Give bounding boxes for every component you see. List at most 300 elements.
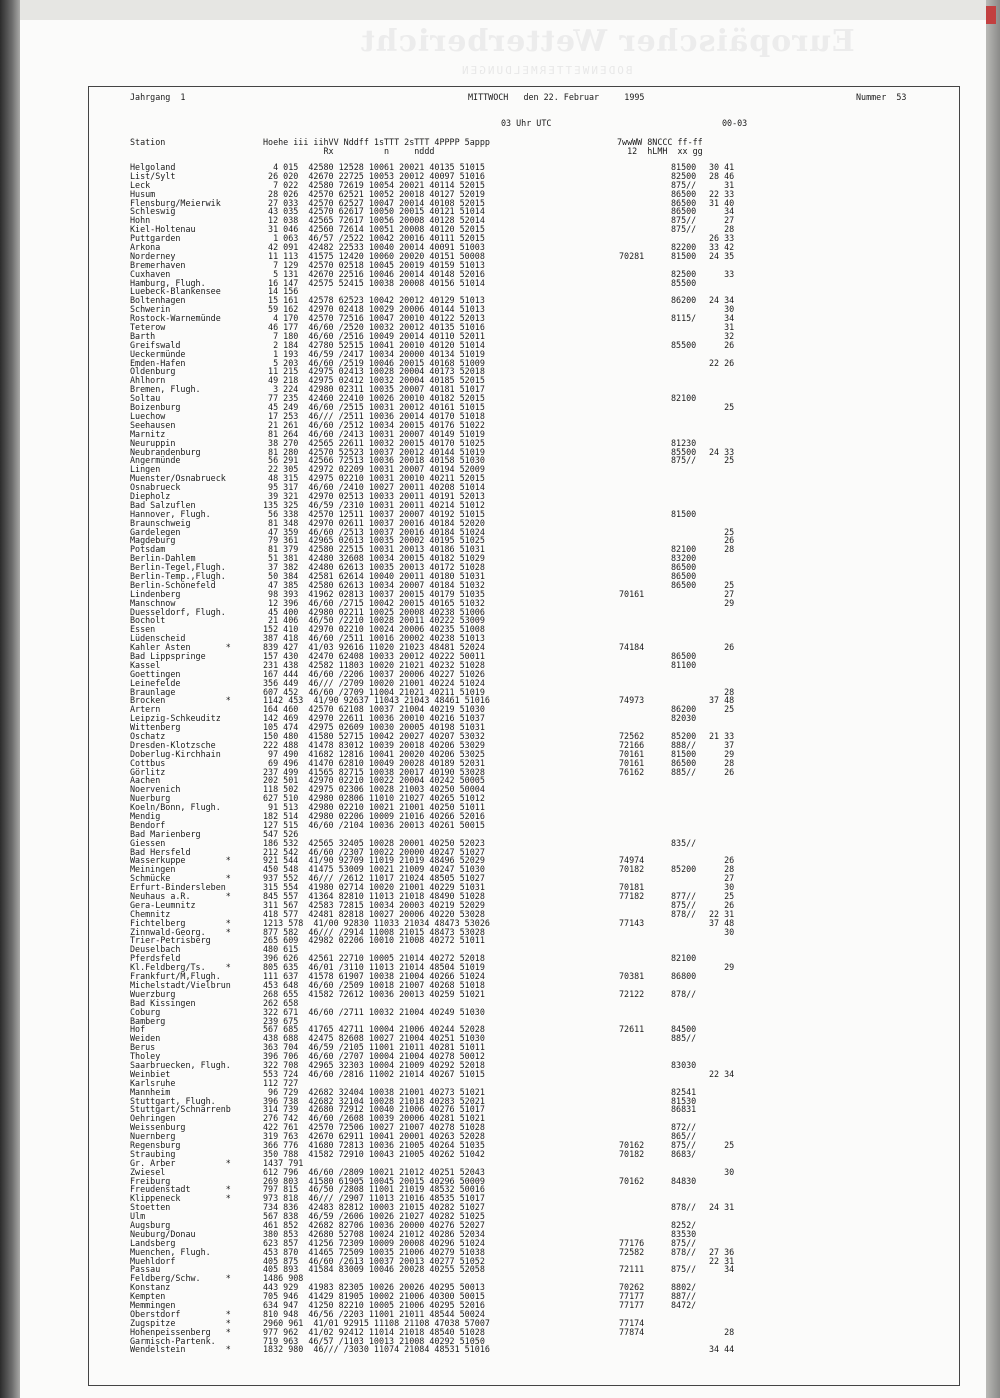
synop-groups: 12 038 42565 72617 10056 20008 40128 52014: [263, 215, 485, 226]
synop-groups: 921 544 41/90 92709 11019 21019 48496 52029: [263, 855, 485, 866]
wind-gust-group: 25: [709, 579, 735, 590]
table-row: [130, 1097, 950, 1106]
present-weather-group: 70162: [619, 1139, 645, 1150]
synop-groups: 480 615: [263, 944, 299, 955]
table-row: [130, 519, 950, 528]
table-row: [130, 1159, 950, 1168]
synop-groups: 5 203 46/60 /2519 10046 20015 40168 51009: [263, 357, 485, 368]
station-name: Kahler Asten *: [130, 642, 231, 653]
synop-groups: 150 480 41580 52715 10042 20027 40207 53032: [263, 731, 485, 741]
cloud-group: 875//: [671, 224, 697, 235]
station-name: Weinbiet: [130, 1068, 171, 1079]
present-weather-group: 77177: [619, 1300, 645, 1310]
synop-groups: 26 020 42670 22725 10053 20012 40097 51016: [263, 170, 485, 181]
synop-groups: 28 026 42570 62521 10052 20018 40127 52019: [263, 188, 485, 199]
synop-groups: 311 567 42583 72815 10034 20003 40219 52029: [263, 899, 485, 910]
synop-groups: 1486 908: [263, 1273, 304, 1284]
station-name: Coburg: [130, 1006, 161, 1017]
table-row: [130, 1265, 950, 1274]
synop-groups: 1 193 46/59 /2417 10034 20000 40134 51019: [263, 348, 485, 359]
station-name: Lüdenscheid: [130, 633, 186, 644]
station-name: Potsdam: [130, 544, 166, 555]
wind-gust-group: 28: [709, 1326, 735, 1337]
issue-number: Nummer 53: [856, 92, 907, 102]
table-row: [130, 172, 950, 181]
cloud-group: 83530: [671, 1228, 697, 1239]
table-row: [130, 181, 950, 190]
table-row: [130, 1337, 950, 1346]
synop-groups: 547 526: [263, 828, 299, 839]
present-weather-group: 72611: [619, 1024, 645, 1035]
table-row: [130, 696, 950, 705]
synop-groups: 405 893 41584 83009 10046 20028 40255 52058: [263, 1264, 485, 1275]
present-weather-group: 70162: [619, 1175, 645, 1186]
cloud-group: 83200: [671, 553, 697, 564]
table-row: [130, 207, 950, 216]
station-name: Magdeburg: [130, 535, 176, 546]
wind-gust-group: 26: [709, 855, 735, 866]
synop-groups: 112 727: [263, 1077, 299, 1088]
wind-gust-group: 22 33: [709, 188, 735, 199]
station-name: Michelstadt/Vielbrun: [130, 979, 231, 990]
station-name: Weissenburg: [130, 1122, 186, 1133]
station-name: Stuttgart/Schnarrenb: [130, 1104, 231, 1115]
synop-groups: 363 704 46/59 /2105 11001 21011 40281 51011: [263, 1042, 485, 1053]
cloud-group: 86500: [671, 188, 697, 199]
station-name: Ulm: [130, 1211, 146, 1222]
cloud-group: 878//: [671, 988, 697, 999]
station-name: Angermünde: [130, 455, 181, 466]
volume-label: Jahrgang 1: [130, 92, 186, 102]
synop-groups: 5 131 42670 22516 10046 20014 40148 52016: [263, 268, 485, 279]
cloud-group: 85500: [671, 446, 697, 457]
station-name: Manschnow: [130, 597, 176, 608]
synop-groups: 1 063 46/57 /2522 10042 20016 40111 52015: [263, 233, 485, 244]
station-name: Berlin-Schönefeld: [130, 579, 216, 590]
table-row: [130, 661, 950, 670]
wind-gust-group: 24 31: [709, 1202, 735, 1213]
table-row: [130, 608, 950, 617]
table-row: [130, 456, 950, 465]
table-row: [130, 359, 950, 368]
wind-gust-group: 28: [709, 864, 735, 875]
cloud-group: 85500: [671, 277, 697, 288]
station-name: Luebeck-Blankensee: [130, 286, 221, 297]
station-name: Bocholt: [130, 615, 166, 626]
synop-groups: 387 418 46/60 /2511 10016 20002 40238 51013: [263, 633, 485, 644]
wind-gust-group: 27 36: [709, 1246, 735, 1257]
column-header-station: Station: [130, 137, 166, 147]
station-name: Greifswald: [130, 339, 181, 350]
table-row: [130, 1105, 950, 1114]
table-row: [130, 981, 950, 990]
station-name: Deuselbach: [130, 944, 181, 955]
station-name: Berlin-Temp.,Flugh.: [130, 570, 226, 581]
station-name: List/Sylt: [130, 170, 176, 181]
table-row: [130, 821, 950, 830]
synop-groups: 11 215 42975 02413 10028 20004 40173 52018: [263, 366, 485, 377]
synop-groups: 51 381 42480 32608 10034 20015 40182 51029: [263, 553, 485, 564]
cloud-group: 85500: [671, 339, 697, 350]
table-row: [130, 1141, 950, 1150]
table-row: [130, 1310, 950, 1319]
station-name: Berlin-Dahlem: [130, 553, 196, 564]
synop-groups: 319 763 42670 62911 10041 20001 40263 52028: [263, 1131, 485, 1142]
synop-groups: 797 815 46/50 /2808 11001 21019 48532 50016: [263, 1184, 485, 1195]
table-row: [130, 528, 950, 537]
masthead-subtitle-bleedthrough: BODENWETTERMELDUNGEN: [460, 64, 633, 77]
synop-groups: 719 963 46/57 /1103 10013 21008 40292 51050: [263, 1335, 485, 1346]
table-row: [130, 563, 950, 572]
station-name: Bad Hersfeld: [130, 846, 191, 857]
synop-groups: 77 235 42460 22410 10026 20010 40182 52015: [263, 393, 485, 404]
station-name: Schleswig: [130, 206, 176, 217]
station-name: Seehausen: [130, 419, 176, 430]
station-name: Bremen, Flugh.: [130, 384, 201, 395]
synop-groups: 396 738 42682 32104 10028 21018 40283 52021: [263, 1095, 485, 1106]
synop-groups: 105 474 42975 02609 10030 20005 40198 51031: [263, 722, 485, 733]
synop-groups: 142 469 42970 22611 10036 20010 40216 51037: [263, 713, 485, 724]
table-row: [130, 1283, 950, 1292]
synop-groups: 1142 453 41/90 92637 11043 21043 48461 51016: [263, 695, 490, 706]
observation-time: 03 Uhr UTC: [501, 118, 552, 128]
wind-gust-group: 37 48: [709, 917, 735, 928]
synop-groups: 553 724 46/60 /2816 11002 21014 40267 51015: [263, 1068, 485, 1079]
synop-groups: 39 321 42970 02513 10033 20011 40191 52013: [263, 490, 485, 501]
station-name: Bremerhaven: [130, 259, 186, 270]
synop-groups: 418 577 42481 82818 10027 20006 40220 53028: [263, 908, 485, 919]
table-row: [130, 421, 950, 430]
table-row: [130, 803, 950, 812]
table-row: [130, 216, 950, 225]
table-row: [130, 1257, 950, 1266]
station-name: Osnabrueck: [130, 482, 181, 493]
table-row: [130, 590, 950, 599]
synop-groups: 627 510 42980 02806 11010 21027 40265 51012: [263, 793, 485, 804]
synop-groups: 937 552 46/// /2612 11017 21024 48505 51027: [263, 873, 485, 884]
table-row: [130, 1008, 950, 1017]
table-row: [130, 936, 950, 945]
synop-groups: 167 444 46/60 /2206 10037 20006 40227 51026: [263, 668, 485, 679]
station-name: Cuxhaven: [130, 268, 171, 279]
station-name: Lingen: [130, 464, 161, 475]
station-name: Karlsruhe: [130, 1077, 176, 1088]
synop-groups: 977 962 41/02 92412 11014 21018 48540 51028: [263, 1326, 485, 1337]
present-weather-group: 77874: [619, 1326, 645, 1337]
wind-gust-group: 31: [709, 179, 735, 190]
table-row: [130, 776, 950, 785]
table-row: [130, 1185, 950, 1194]
station-name: Hohenpeissenberg *: [130, 1326, 231, 1337]
masthead-bleedthrough: Europäischer Wetterbericht: [360, 24, 855, 59]
station-name: Boltenhagen: [130, 295, 186, 306]
table-row: [130, 901, 950, 910]
synop-groups: 81 379 42580 22515 10031 20013 40186 51031: [263, 544, 485, 555]
table-row: [130, 252, 950, 261]
station-name: Stoetten: [130, 1202, 171, 1213]
table-row: [130, 794, 950, 803]
cloud-group: 878//: [671, 1246, 697, 1257]
table-row: [130, 1017, 950, 1026]
station-name: Nuernberg: [130, 1131, 176, 1142]
wind-gust-group: 22 34: [709, 1068, 735, 1079]
table-row: [130, 1212, 950, 1221]
synop-groups: 127 515 46/60 /2104 10036 20013 40261 50015: [263, 819, 485, 830]
cloud-group: 85200: [671, 864, 697, 875]
present-weather-group: 76162: [619, 766, 645, 777]
station-name: Neuruppin: [130, 437, 176, 448]
table-row: [130, 705, 950, 714]
synop-groups: 152 410 42970 02210 10024 20006 40235 51008: [263, 624, 485, 635]
table-row: [130, 741, 950, 750]
synop-groups: 623 857 41256 72309 10009 20008 40296 51024: [263, 1237, 485, 1248]
station-name: Landsberg: [130, 1237, 176, 1248]
table-row: [130, 990, 950, 999]
station-name: Teterow: [130, 322, 166, 333]
synop-groups: 438 688 42475 82608 10027 21004 40251 51030: [263, 1033, 485, 1044]
table-row: [130, 1301, 950, 1310]
synop-groups: 98 393 41962 02813 10037 20015 40179 51035: [263, 588, 485, 599]
table-row: [130, 581, 950, 590]
cloud-group: 86200: [671, 704, 697, 715]
issue-date: MITTWOCH den 22. Februar 1995: [468, 92, 645, 102]
wind-gust-group: 26: [709, 535, 735, 546]
station-name: Erfurt-Bindersleben: [130, 882, 226, 893]
station-name: Stuttgart, Flugh.: [130, 1095, 216, 1106]
synop-groups: 265 609 42982 02206 10010 21008 40272 51011: [263, 935, 485, 946]
station-name: Gr. Arber *: [130, 1157, 231, 1168]
wind-gust-group: 28: [709, 224, 735, 235]
synop-groups: 21 261 46/60 /2512 10034 20015 40176 51022: [263, 419, 485, 430]
synop-groups: 14 156: [263, 286, 299, 297]
synop-groups: 95 317 46/60 /2410 10027 20011 40208 51014: [263, 482, 485, 493]
cloud-group: 84500: [671, 1024, 697, 1035]
wind-gust-group: 26: [709, 766, 735, 777]
synop-groups: 222 488 41478 83012 10039 20018 40206 53029: [263, 739, 485, 750]
table-row: [130, 1070, 950, 1079]
station-name: Essen: [130, 624, 156, 635]
table-row: [130, 1052, 950, 1061]
table-row: [130, 1292, 950, 1301]
synop-groups: 380 853 42680 52708 10024 21012 40286 52034: [263, 1228, 485, 1239]
station-name: Augsburg: [130, 1219, 171, 1230]
synop-groups: 7 129 42570 02518 10045 20019 40159 51013: [263, 259, 485, 270]
table-row: [130, 1034, 950, 1043]
present-weather-group: 70161: [619, 748, 645, 759]
cloud-group: 82200: [671, 242, 697, 253]
cloud-group: 877//: [671, 891, 697, 902]
station-name: Helgoland: [130, 162, 176, 172]
table-row: [130, 883, 950, 892]
station-name: Feldberg/Schw. *: [130, 1273, 231, 1284]
wind-gust-group: 34: [709, 1264, 735, 1275]
synop-groups: 182 514 42980 02206 10009 21016 40266 52016: [263, 811, 485, 822]
table-row: [130, 1345, 950, 1354]
wind-gust-group: 26: [709, 339, 735, 350]
synop-groups: 805 635 46/01 /3110 11013 21014 48504 51019: [263, 962, 485, 973]
synop-groups: 135 325 46/59 /2310 10031 20011 40214 51012: [263, 499, 485, 510]
table-row: [130, 928, 950, 937]
wind-gust-group: 21 33: [709, 731, 735, 741]
wind-gust-group: 22 26: [709, 357, 735, 368]
synop-groups: 96 729 42682 32404 10038 21001 40273 51021: [263, 1086, 485, 1097]
synop-groups: 49 218 42975 02412 10032 20004 40185 52015: [263, 375, 485, 386]
cloud-group: 86500: [671, 197, 697, 208]
table-row: [130, 492, 950, 501]
station-name: Ueckermünde: [130, 348, 186, 359]
synop-groups: 1832 980 46/// /3030 11074 21084 48531 51016: [263, 1344, 490, 1355]
cloud-group: 84830: [671, 1175, 697, 1186]
table-row: [130, 545, 950, 554]
table-row: [130, 856, 950, 865]
station-name: Bad Kissingen: [130, 997, 196, 1008]
table-row: [130, 652, 950, 661]
station-name: Weiden: [130, 1033, 161, 1044]
table-row: [130, 1221, 950, 1230]
station-name: Oldenburg: [130, 366, 176, 377]
table-row: [130, 892, 950, 901]
cloud-group: 875//: [671, 1139, 697, 1150]
synop-groups: 46 177 46/60 /2520 10032 20012 40135 51016: [263, 322, 485, 333]
station-name: Leck: [130, 179, 151, 190]
cloud-group: 83030: [671, 1059, 697, 1070]
synop-groups: 59 162 42970 02418 10029 20006 40144 51013: [263, 304, 485, 315]
table-row: [130, 199, 950, 208]
cloud-group: 865//: [671, 1131, 697, 1142]
synop-groups: 845 557 41364 82810 11013 21018 48490 51028: [263, 891, 485, 902]
table-row: [130, 376, 950, 385]
present-weather-group: 70181: [619, 882, 645, 893]
table-row: [130, 412, 950, 421]
table-row: [130, 439, 950, 448]
synop-groups: 45 249 46/60 /2515 10031 20012 40161 51015: [263, 402, 485, 413]
station-name: Barth: [130, 330, 156, 341]
synop-groups: 48 315 42975 02210 10031 20010 40211 52015: [263, 473, 485, 484]
column-header-present-weather: 7wwWW 8NCCC ff-ff: [617, 137, 703, 147]
synop-groups: 396 626 42561 22710 10005 21014 40272 52018: [263, 953, 485, 964]
table-row: [130, 1123, 950, 1132]
station-name: Dresden-Klotzsche: [130, 739, 216, 750]
station-name: Chemnitz: [130, 908, 171, 919]
synop-groups: 453 648 46/60 /2509 10018 21007 40268 51018: [263, 979, 485, 990]
wind-gust-group: 25: [709, 455, 735, 466]
synop-groups: 16 147 42575 52415 10038 20008 40156 51014: [263, 277, 485, 288]
station-name: Wittenberg: [130, 722, 181, 733]
station-name: Schwerin: [130, 304, 171, 315]
page-edge: [986, 0, 1000, 1398]
bookmark-ribbon: [986, 6, 996, 24]
station-name: Muenchen, Flugh.: [130, 1246, 211, 1257]
synop-groups: 45 400 42980 02211 10025 20008 40238 51006: [263, 606, 485, 617]
cloud-group: 878//: [671, 908, 697, 919]
synop-groups: 567 685 41765 42711 10004 21006 40244 52028: [263, 1024, 485, 1035]
table-row: [130, 679, 950, 688]
station-name: Braunlage: [130, 686, 176, 697]
wind-gust-group: 28 46: [709, 170, 735, 181]
wind-gust-group: 28: [709, 757, 735, 768]
station-name: Bad Salzuflen: [130, 499, 196, 510]
wind-gust-group: 27: [709, 588, 735, 599]
present-weather-group: 70182: [619, 1148, 645, 1159]
synop-groups: 212 542 46/60 /2307 10022 20000 40247 51027: [263, 846, 485, 857]
synop-groups: 22 305 42972 02209 10031 20007 40194 52009: [263, 464, 485, 475]
table-row: [130, 225, 950, 234]
wind-gust-group: 32: [709, 330, 735, 341]
station-name: Neuhaus a.R. *: [130, 891, 231, 902]
station-name: Braunschweig: [130, 517, 191, 528]
table-row: [130, 367, 950, 376]
station-name: Artern: [130, 704, 161, 715]
station-name: Mendig: [130, 811, 161, 822]
present-weather-group: 70182: [619, 864, 645, 875]
table-row: [130, 750, 950, 759]
cloud-group: 86200: [671, 295, 697, 306]
cloud-group: 872//: [671, 1122, 697, 1133]
table-row: [130, 839, 950, 848]
station-name: Wendelstein *: [130, 1344, 231, 1355]
table-row: [130, 625, 950, 634]
synop-groups: 422 761 42570 72506 10027 21007 40278 51028: [263, 1122, 485, 1133]
present-weather-group: 77182: [619, 891, 645, 902]
station-name: Görlitz: [130, 766, 166, 777]
station-name: Norderney: [130, 250, 176, 261]
synop-groups: 38 270 42565 22611 10032 20015 40170 51025: [263, 437, 485, 448]
cloud-group: 86800: [671, 971, 697, 982]
cloud-group: 888//: [671, 739, 697, 750]
table-row: [130, 874, 950, 883]
station-name: Wuerzburg: [130, 988, 176, 999]
table-row: [130, 163, 950, 172]
cloud-group: 81230: [671, 437, 697, 448]
cloud-group: 875//: [671, 179, 697, 190]
wind-gust-group: 28: [709, 686, 735, 697]
present-weather-group: 72111: [619, 1264, 645, 1275]
wind-gust-group: 26: [709, 642, 735, 653]
station-name: Zinnwald-Georg. *: [130, 926, 231, 937]
table-row: [130, 1239, 950, 1248]
synop-groups: 15 161 42578 62523 10042 20012 40129 51013: [263, 295, 485, 306]
synop-groups: 81 264 46/60 /2413 10031 20007 40149 51019: [263, 428, 485, 439]
table-row: [130, 296, 950, 305]
wind-gust-group: 30: [709, 304, 735, 315]
synop-groups: 453 870 41465 72509 10035 21006 40279 51038: [263, 1246, 485, 1257]
table-row: [130, 954, 950, 963]
synop-groups: 350 788 41582 72910 10043 21005 40262 51042: [263, 1148, 485, 1159]
cloud-group: 885//: [671, 766, 697, 777]
station-name: Neubrandenburg: [130, 446, 201, 457]
synop-groups: 634 947 41250 82210 10005 21006 40295 52016: [263, 1300, 485, 1310]
synop-groups: 157 430 42470 62408 10033 20012 40222 50011: [263, 650, 485, 661]
synop-groups: 269 803 41580 61905 10045 20015 40296 50009: [263, 1175, 485, 1186]
table-row: [130, 474, 950, 483]
table-row: [130, 305, 950, 314]
table-row: [130, 323, 950, 332]
table-row: [130, 403, 950, 412]
table-row: [130, 1132, 950, 1141]
table-row: [130, 865, 950, 874]
cloud-group: 81500: [671, 508, 697, 519]
station-name: Husum: [130, 188, 156, 199]
column-header-present-line2: 12 hLMH xx gg: [617, 146, 703, 156]
table-row: [130, 848, 950, 857]
synop-groups: 42 091 42482 22533 10040 20014 40091 51003: [263, 242, 485, 253]
present-weather-group: 70262: [619, 1282, 645, 1293]
table-row: [130, 830, 950, 839]
station-name: Mannheim: [130, 1086, 171, 1097]
synop-groups: 231 438 42582 11803 10020 21021 40232 51028: [263, 659, 485, 670]
wind-gust-group: 24 33: [709, 446, 735, 457]
present-weather-group: 70161: [619, 757, 645, 768]
